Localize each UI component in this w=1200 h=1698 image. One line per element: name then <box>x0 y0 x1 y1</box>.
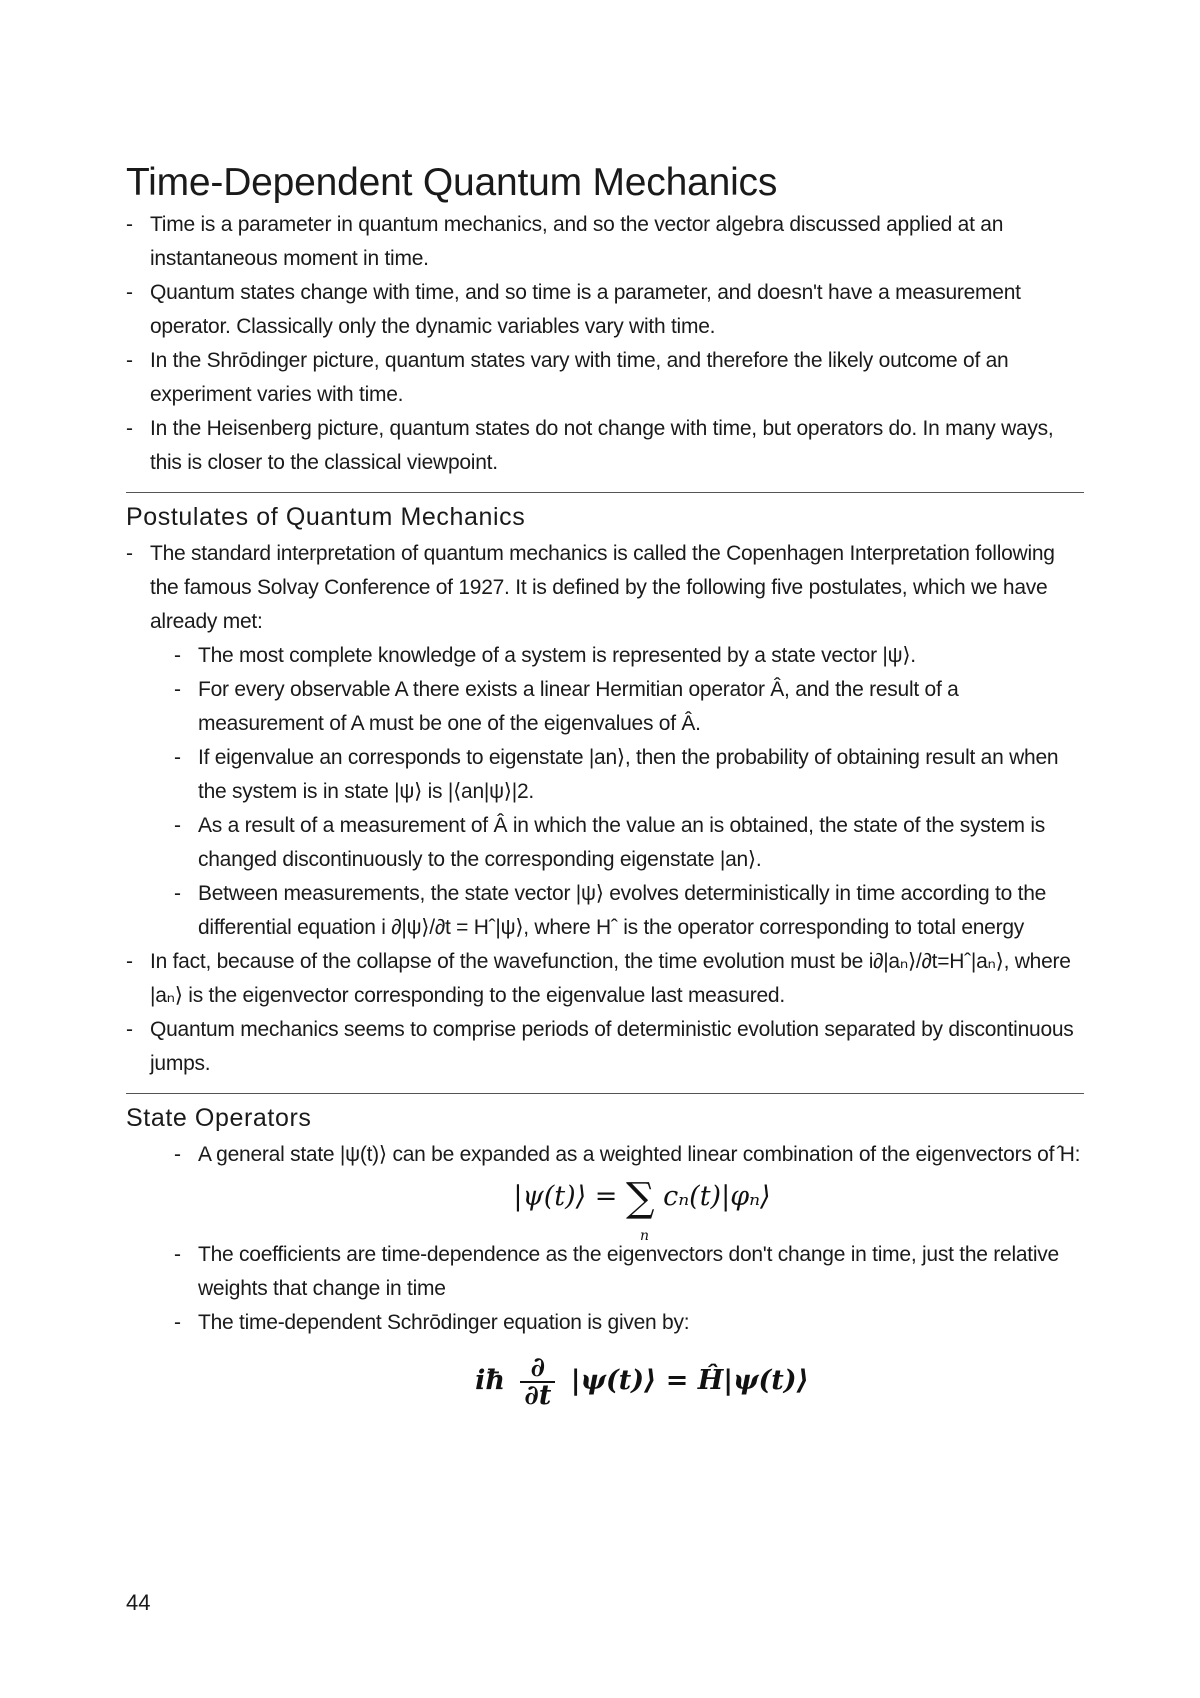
bullet-dash: - <box>174 882 181 905</box>
section-divider <box>126 1093 1084 1094</box>
postulate-item: - For every observable A there exists a linear Hermitian operator Â, and the result of a measurement of A must be one of the eigenvalues of Â. <box>174 673 1086 741</box>
eq1-rhs: cₙ(t)|φₙ⟩ <box>663 1181 771 1212</box>
list-item: - A general state |ψ(t)⟩ can be expanded as a weighted linear combination of the eigenvectors of ̂H: <box>174 1138 1086 1172</box>
bullet-dash: - <box>126 349 133 372</box>
bullet-dash: - <box>174 746 181 769</box>
page-number: 44 <box>126 1590 151 1615</box>
list-item: - In fact, because of the collapse of the wavefunction, the time evolution must be i∂|aₙ⟩/∂t=Hˆ|aₙ⟩, where |aₙ⟩ is the eigenvector corresponding to the eigenvalue last measured. <box>126 945 1086 1013</box>
partial-derivative-fraction: $\frac{\partial}{\partial t}$ <box>520 1355 555 1409</box>
bullet-dash: - <box>126 213 133 236</box>
list-item: - The standard interpretation of quantum mechanics is called the Copenhagen Interpretation following the famous Solvay Conference of 1927. It is defined by the following five postulates, which we have already met: <box>126 537 1086 639</box>
postulates-list <box>126 537 1086 1081</box>
summation-symbol: ∑ n <box>626 1175 655 1221</box>
postulate-item: - The most complete knowledge of a system is represented by a state vector |ψ⟩. <box>174 639 1086 673</box>
section-heading-state-operators: State Operators <box>126 1104 312 1132</box>
intro-list <box>126 208 1086 480</box>
summation-index: n <box>639 1228 649 1244</box>
postulate-item: - As a result of a measurement of Â in which the value an is obtained, the state of the system is changed discontinuously to the corresponding eigenstate |an⟩. <box>174 809 1086 877</box>
state-operators-list-continued <box>126 1238 1086 1340</box>
eq2-rest: |ψ(t)⟩ = Ĥ|ψ(t)⟩ <box>570 1365 809 1396</box>
bullet-dash: - <box>126 1018 133 1041</box>
eq1-lhs: |ψ(t)⟩ = <box>513 1181 618 1212</box>
bullet-dash: - <box>174 1243 181 1266</box>
bullet-dash: - <box>126 950 133 973</box>
section-heading-postulates: Postulates of Quantum Mechanics <box>126 503 526 531</box>
bullet-dash: - <box>174 678 181 701</box>
bullet-dash: - <box>126 417 133 440</box>
eq2-prefix: iħ <box>475 1365 506 1396</box>
page-content <box>126 160 1086 1418</box>
list-item: - The coefficients are time-dependence as the eigenvectors don't change in time, just the relative weights that change in time <box>174 1238 1086 1306</box>
page-title: Time-Dependent Quantum Mechanics <box>126 161 778 204</box>
list-item: - In the Shrōdinger picture, quantum states vary with time, and therefore the likely outcome of an experiment varies with time. <box>126 344 1086 412</box>
section-divider <box>126 492 1084 493</box>
list-item: - The time-dependent Schrōdinger equation is given by: <box>174 1306 1086 1340</box>
list-item: - Quantum states change with time, and so time is a parameter, and doesn't have a measurement operator. Classically only the dynamic variables vary with time. <box>126 276 1086 344</box>
bullet-dash: - <box>126 281 133 304</box>
equation-state-expansion <box>198 1172 1086 1244</box>
list-item: - Quantum mechanics seems to comprise periods of deterministic evolution separated by discontinuous jumps. <box>126 1013 1086 1081</box>
postulate-item: - If eigenvalue an corresponds to eigenstate |an⟩, then the probability of obtaining result an when the system is in state |ψ⟩ is |⟨an|ψ⟩|2. <box>174 741 1086 809</box>
equation-schrodinger <box>198 1344 1086 1418</box>
list-item: - In the Heisenberg picture, quantum states do not change with time, but operators do. In many ways, this is closer to the classical viewpoint. <box>126 412 1086 480</box>
bullet-dash: - <box>174 814 181 837</box>
list-item: - Time is a parameter in quantum mechanics, and so the vector algebra discussed applied at an instantaneous moment in time. <box>126 208 1086 276</box>
postulate-item: - Between measurements, the state vector |ψ⟩ evolves deterministically in time according to the differential equation i ∂|ψ⟩/∂t = Hˆ|ψ⟩, where Hˆ is the operator corresponding to total energy <box>174 877 1086 945</box>
bullet-dash: - <box>174 1311 181 1334</box>
state-operators-list <box>126 1138 1086 1172</box>
bullet-dash: - <box>126 542 133 565</box>
bullet-dash: - <box>174 1143 181 1166</box>
bullet-dash: - <box>174 644 181 667</box>
